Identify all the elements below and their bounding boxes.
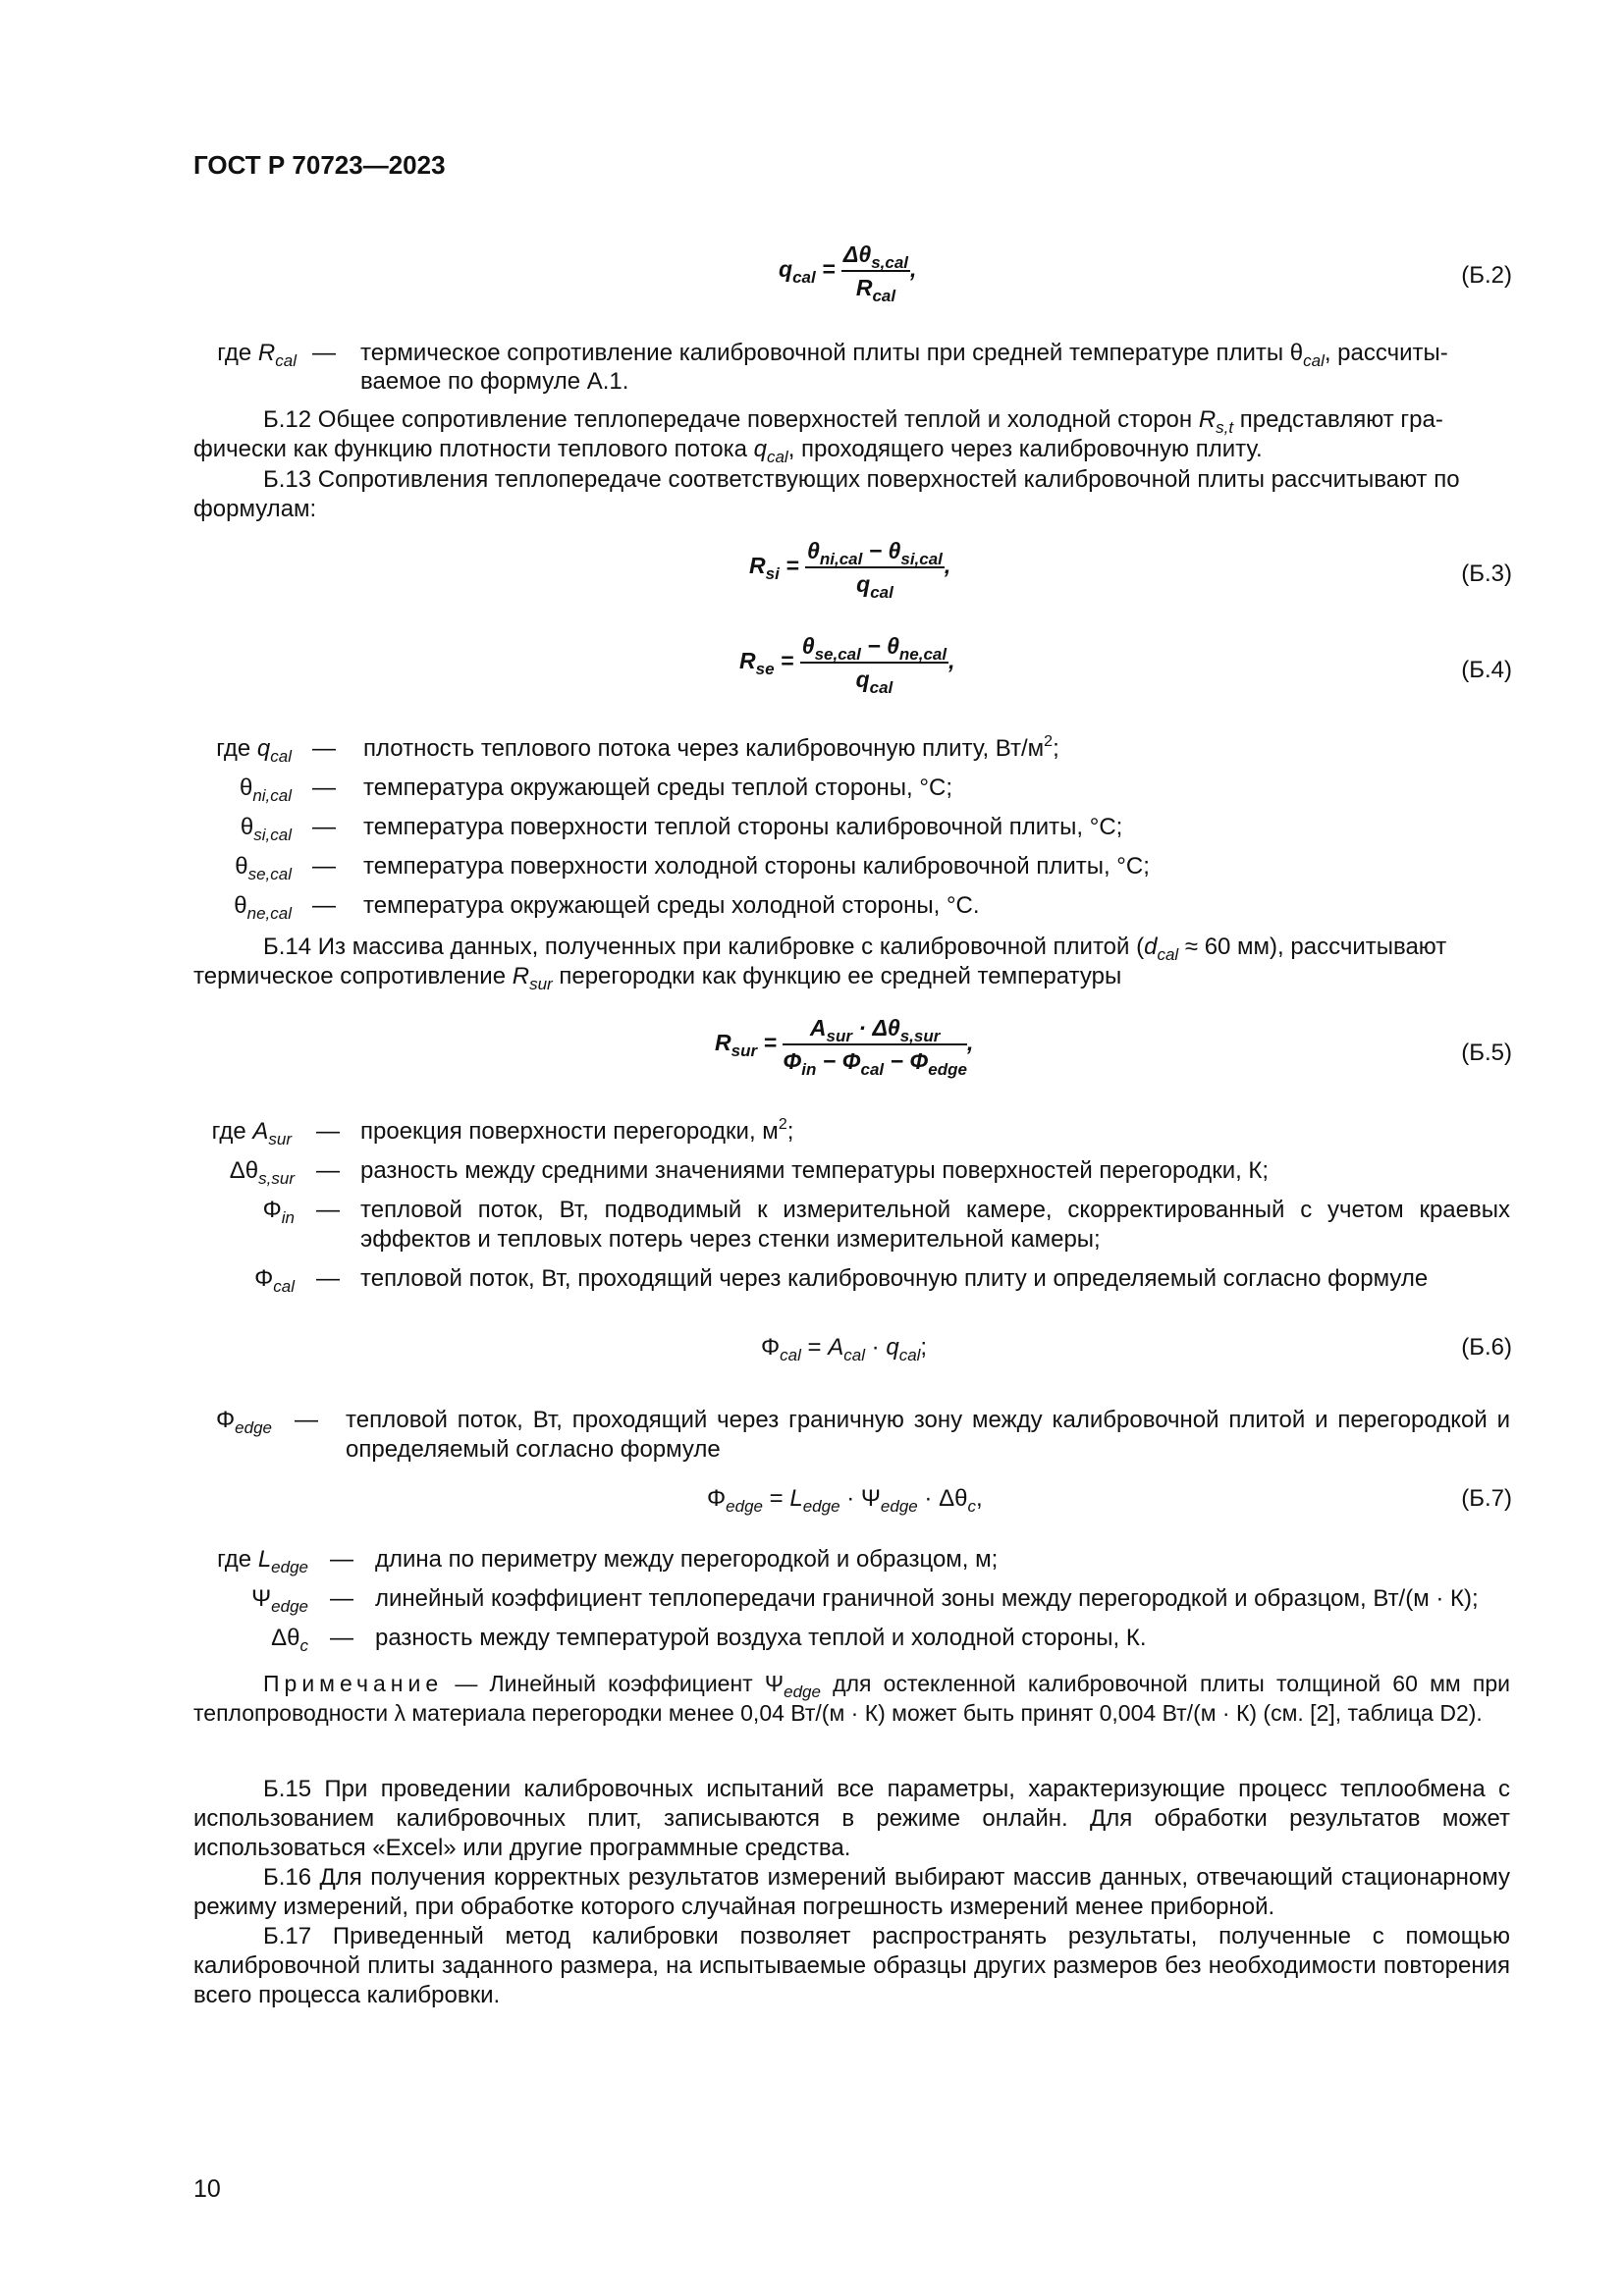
- formula-b7: $\Phi_{edge} = L_{edge} \cdot \Psi_{edge} \cdot \Delta\theta_c$,: [707, 1485, 983, 1516]
- formula-b6: $\Phi_{cal} = A_{cal} \cdot q_{cal}$;: [761, 1334, 928, 1364]
- definition-dash: —: [312, 774, 336, 801]
- definition-text: температура поверхности холодной стороны калибровочной плиты, °С;: [363, 853, 1150, 880]
- definition-text: тепловой поток, Вт, проходящий через калибровочную плиту и определяемый согласно формуле: [360, 1265, 1429, 1292]
- fraction: $\frac{A_{sur} \cdot \Delta\theta_{s,sur}}{\Phi_{in} - \Phi_{cal} - \Phi_{edge}}$: [783, 1015, 967, 1079]
- definition-dash: —: [295, 1407, 318, 1433]
- definition-dash: —: [312, 892, 336, 919]
- definition-text: плотность теплового потока через калибровочную плиту, $Вт/м^2$;: [363, 733, 1059, 762]
- definition-symbol: $\Phi_{edge}$: [216, 1407, 272, 1437]
- equation-number: (Б.3): [1461, 561, 1512, 587]
- equation-number: (Б.4): [1461, 657, 1512, 683]
- page-number: 10: [193, 2175, 221, 2203]
- definition-dash: —: [312, 340, 336, 366]
- definition-text: температура окружающей среды холодной стороны, °С.: [363, 892, 980, 919]
- note-label: Примечание: [263, 1671, 444, 1696]
- definition-text: термическое сопротивление калибровочной плиты при средней температуре плиты $\theta_{cal}$, рассчиты-: [360, 340, 1448, 370]
- definition-symbol: где $A_{sur}$: [211, 1118, 292, 1148]
- formula-b5: $R_{sur}$ = $\frac{A_{sur} \cdot \Delta\theta_{s,sur}}{\Phi_{in} - \Phi_{cal} - \Phi_{edge}}$ ,: [715, 1015, 974, 1079]
- definition-symbol: где $q_{cal}$: [216, 735, 292, 766]
- definition-dash: —: [330, 1546, 353, 1573]
- definition-symbol: $\theta_{ne,cal}$: [234, 892, 292, 923]
- document-header: ГОСТ Р 70723—2023: [193, 150, 446, 180]
- paragraph-b16: Б.16 Для получения корректных результатов измерений выбирают массив данных, отвечающий стационарному режиму измерений, при обработке которого случайная погрешность измерений менее приборной.: [193, 1864, 1510, 1920]
- definition-symbol: $\Phi_{in}$: [262, 1197, 295, 1227]
- equation-number: (Б.7): [1461, 1485, 1512, 1512]
- fraction: $\frac{\theta_{ni,cal} - \theta_{si,cal}}{q_{cal}}$: [807, 538, 943, 602]
- definition-symbol: $\theta_{si,cal}$: [240, 814, 292, 844]
- note-paragraph: Примечание — Линейный коэффициент $\Psi_{edge}$ для остекленной калибровочной плиты толщиной 60 мм при теплопроводности λ материала перегородки менее 0,04 Вт/(м · К) может быть принят 0,004 Вт/(м · К) (см. [2], таблица D2).: [193, 1671, 1510, 1726]
- definition-text: разность между средними значениями температуры поверхностей перегородки, К;: [360, 1157, 1270, 1184]
- definition-symbol: где $L_{edge}$: [217, 1546, 308, 1576]
- definition-symbol: $\theta_{ni,cal}$: [239, 774, 292, 805]
- definition-dash: —: [312, 853, 336, 880]
- definition-text-continuation: ваемое по формуле А.1.: [360, 368, 629, 395]
- definition-dash: —: [312, 735, 336, 762]
- paragraph-b15: Б.15 При проведении калибровочных испытаний все параметры, характеризующие процесс теплообмена с использованием калибровочных плит, записываются в режиме онлайн. Для обработки результатов может использоваться «Excel» или другие программные средства.: [193, 1776, 1510, 1861]
- paragraph-b13: Б.13 Сопротивления теплопередаче соответствующих поверхностей калибровочной плиты рассчитывают по формулам:: [193, 466, 1460, 522]
- definition-text: длина по периметру между перегородкой и образцом, м;: [375, 1546, 999, 1573]
- definition-symbol: $\Delta\theta_c$: [271, 1625, 308, 1655]
- equation-number: (Б.2): [1461, 262, 1512, 289]
- definition-text: разность между температурой воздуха теплой и холодной стороны, К.: [375, 1625, 1147, 1651]
- definition-symbol: $\theta_{se,cal}$: [235, 853, 292, 883]
- definition-symbol: $\Delta\theta_{s,sur}$: [229, 1157, 295, 1188]
- definition-dash: —: [316, 1197, 340, 1223]
- definition-dash: —: [316, 1118, 340, 1145]
- definition-text: температура поверхности теплой стороны калибровочной плиты, °С;: [363, 814, 1123, 840]
- formula-b4: $R_{se}$ = $\frac{\theta_{se,cal} - \theta_{ne,cal}}{q_{cal}}$ ,: [739, 633, 955, 697]
- fraction: $\frac{\Delta\theta_{s,cal}}{R_{cal}}$: [842, 241, 909, 305]
- definition-text: температура окружающей среды теплой стороны, °С;: [363, 774, 952, 801]
- definition-text: проекция поверхности перегородки, $м^2$;: [360, 1116, 794, 1145]
- definition-dash: —: [316, 1265, 340, 1292]
- equation-number: (Б.5): [1461, 1040, 1512, 1066]
- definition-symbol: где $R_{cal}$: [217, 340, 297, 370]
- definition-text: линейный коэффициент теплопередачи граничной зоны между перегородкой и образцом, Вт/(м · К);: [375, 1585, 1479, 1612]
- definition-dash: —: [312, 814, 336, 840]
- paragraph-b14: Б.14 Из массива данных, полученных при калибровке с калибровочной плитой ($d_{cal} \approx 60$ мм), рассчитывают термическое сопротивление $R_{sur}$ перегородки как функцию ее средней температуры: [193, 934, 1447, 993]
- fraction: $\frac{\theta_{se,cal} - \theta_{ne,cal}}{q_{cal}}$: [801, 633, 947, 697]
- definition-symbol: $\Phi_{cal}$: [254, 1265, 295, 1296]
- paragraph-b12: Б.12 Общее сопротивление теплопередаче поверхностей теплой и холодной сторон $R_{s,t}$ представляют гра- фически как функцию плотности теплового потока $q_{cal}$, проходящего через калибровочную плиту.: [193, 406, 1443, 466]
- definition-dash: —: [316, 1157, 340, 1184]
- definition-dash: —: [330, 1625, 353, 1651]
- paragraph-b17: Б.17 Приведенный метод калибровки позволяет распространять результаты, полученные с помощью калибровочной плиты заданного размера, на испытываемые образцы других размеров без необходимости повторения всего процесса калибровки.: [193, 1923, 1510, 2008]
- formula-b2: $q_{cal}$ = $\frac{\Delta\theta_{s,cal}}{R_{cal}}$ ,: [779, 241, 917, 305]
- definition-symbol: $\Psi_{edge}$: [251, 1585, 308, 1616]
- definition-text: тепловой поток, Вт, проходящий через граничную зону между калибровочной плитой и перегородкой и определяемый согласно формуле: [346, 1407, 1510, 1463]
- equation-number: (Б.6): [1461, 1334, 1512, 1361]
- formula-b3: $R_{si}$ = $\frac{\theta_{ni,cal} - \theta_{si,cal}}{q_{cal}}$ ,: [749, 538, 951, 602]
- definition-text: тепловой поток, Вт, подводимый к измерительной камере, скорректированный с учетом краевых эффектов и тепловых потерь через стенки измерительной камеры;: [360, 1197, 1510, 1253]
- definition-dash: —: [330, 1585, 353, 1612]
